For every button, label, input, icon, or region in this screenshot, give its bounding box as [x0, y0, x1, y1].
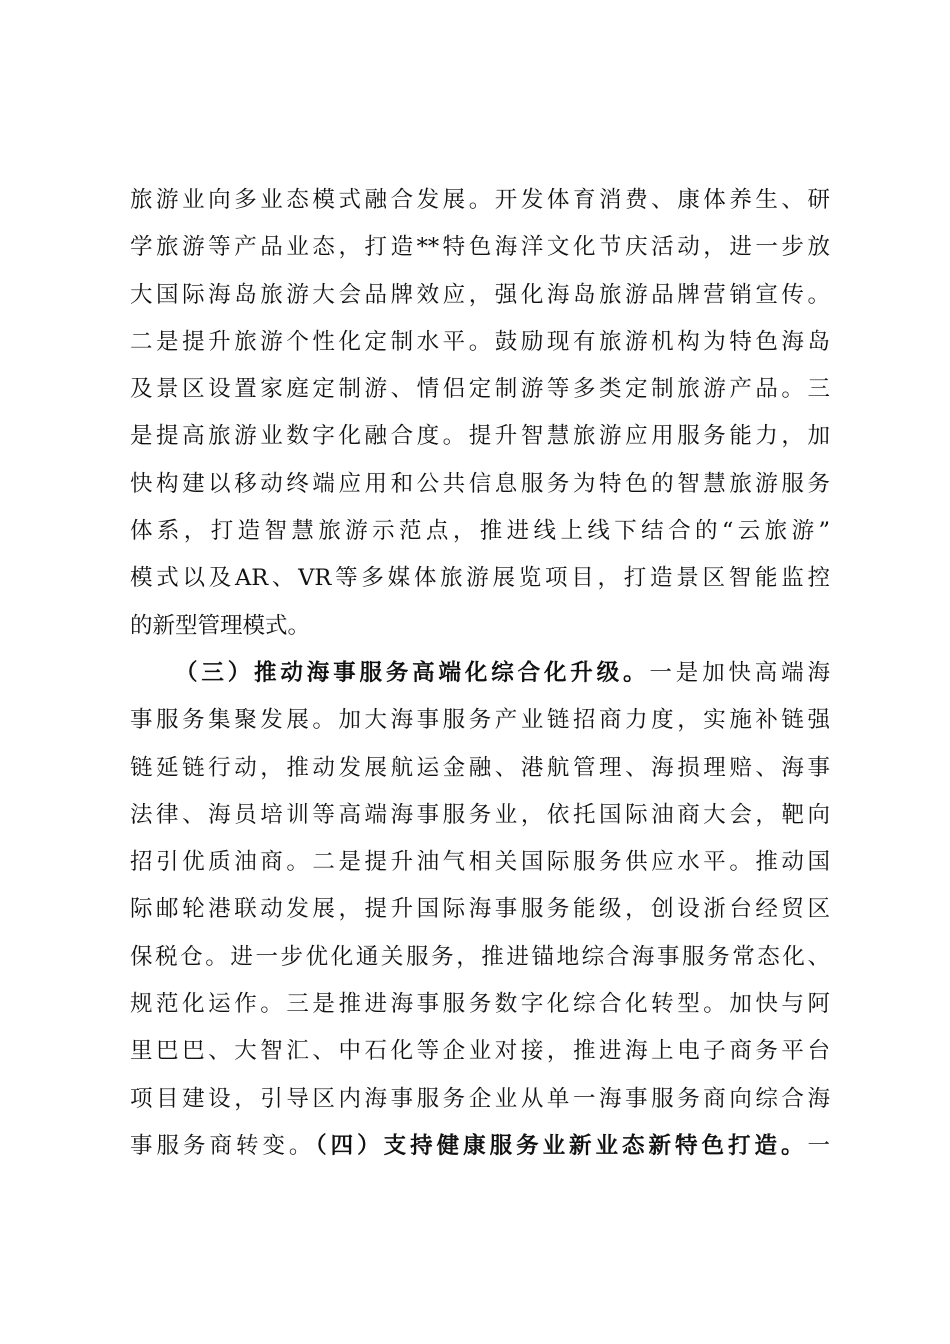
paragraph-line: 旅游业向多业态模式融合发展。开发体育消费、康体养生、研	[130, 187, 830, 213]
paragraph-text: 一	[807, 1132, 830, 1159]
paragraph-line: 体系，打造智慧旅游示范点，推进线上线下结合的“云旅游”	[130, 518, 830, 545]
paragraph-line: 的新型管理模式。	[130, 612, 311, 639]
paragraph-line: 招引优质油商。二是提升油气相关国际服务供应水平。推动国	[130, 849, 830, 876]
paragraph-line: 学旅游等产品业态，打造**特色海洋文化节庆活动，进一步放	[130, 234, 830, 261]
paragraph-line: 是提高旅游业数字化融合度。提升智慧旅游应用服务能力，加	[130, 423, 830, 450]
heading-line-rest: 一是加快高端海	[649, 659, 830, 686]
paragraph-line: 链延链行动，推动发展航运金融、港航管理、海损理赔、海事	[130, 754, 830, 781]
paragraph-line: 大国际海岛旅游大会品牌效应，强化海岛旅游品牌营销宣传。	[130, 281, 830, 308]
paragraph-line	[130, 1123, 830, 1170]
paragraph-line: 规范化运作。三是推进海事服务数字化综合化转型。加快与阿	[130, 991, 830, 1018]
paragraph-line: 里巴巴、大智汇、中石化等企业对接，推进海上电子商务平台	[130, 1038, 830, 1065]
paragraph-line: 事服务集聚发展。加大海事服务产业链招商力度，实施补链强	[130, 707, 830, 734]
paragraph-text: 事服务商转变。	[130, 1132, 316, 1159]
paragraph-line: 保税仓。进一步优化通关服务，推进锚地综合海事服务常态化、	[130, 943, 830, 970]
paragraph-line: 二是提升旅游个性化定制水平。鼓励现有旅游机构为特色海岛	[130, 328, 830, 355]
body-text	[130, 177, 830, 1170]
paragraph-line: 际邮轮港联动发展，提升国际海事服务能级，创设浙台经贸区	[130, 896, 830, 923]
paragraph-line: 法律、海员培训等高端海事服务业，依托国际油商大会，靶向	[130, 801, 830, 828]
paragraph-line: 模式以及AR、VR等多媒体旅游展览项目，打造景区智能监控	[130, 565, 830, 592]
paragraph-line: 快构建以移动终端应用和公共信息服务为特色的智慧旅游服务	[130, 470, 830, 497]
section-heading-3: （三）推动海事服务高端化综合化升级。	[175, 659, 650, 686]
paragraph-line: 及景区设置家庭定制游、情侣定制游等多类定制旅游产品。三	[130, 376, 830, 403]
section-heading-4: （四）支持健康服务业新业态新特色打造。	[315, 1132, 808, 1159]
paragraph-line	[130, 650, 830, 697]
paragraph-line: 项目建设，引导区内海事服务企业从单一海事服务商向综合海	[130, 1085, 830, 1112]
